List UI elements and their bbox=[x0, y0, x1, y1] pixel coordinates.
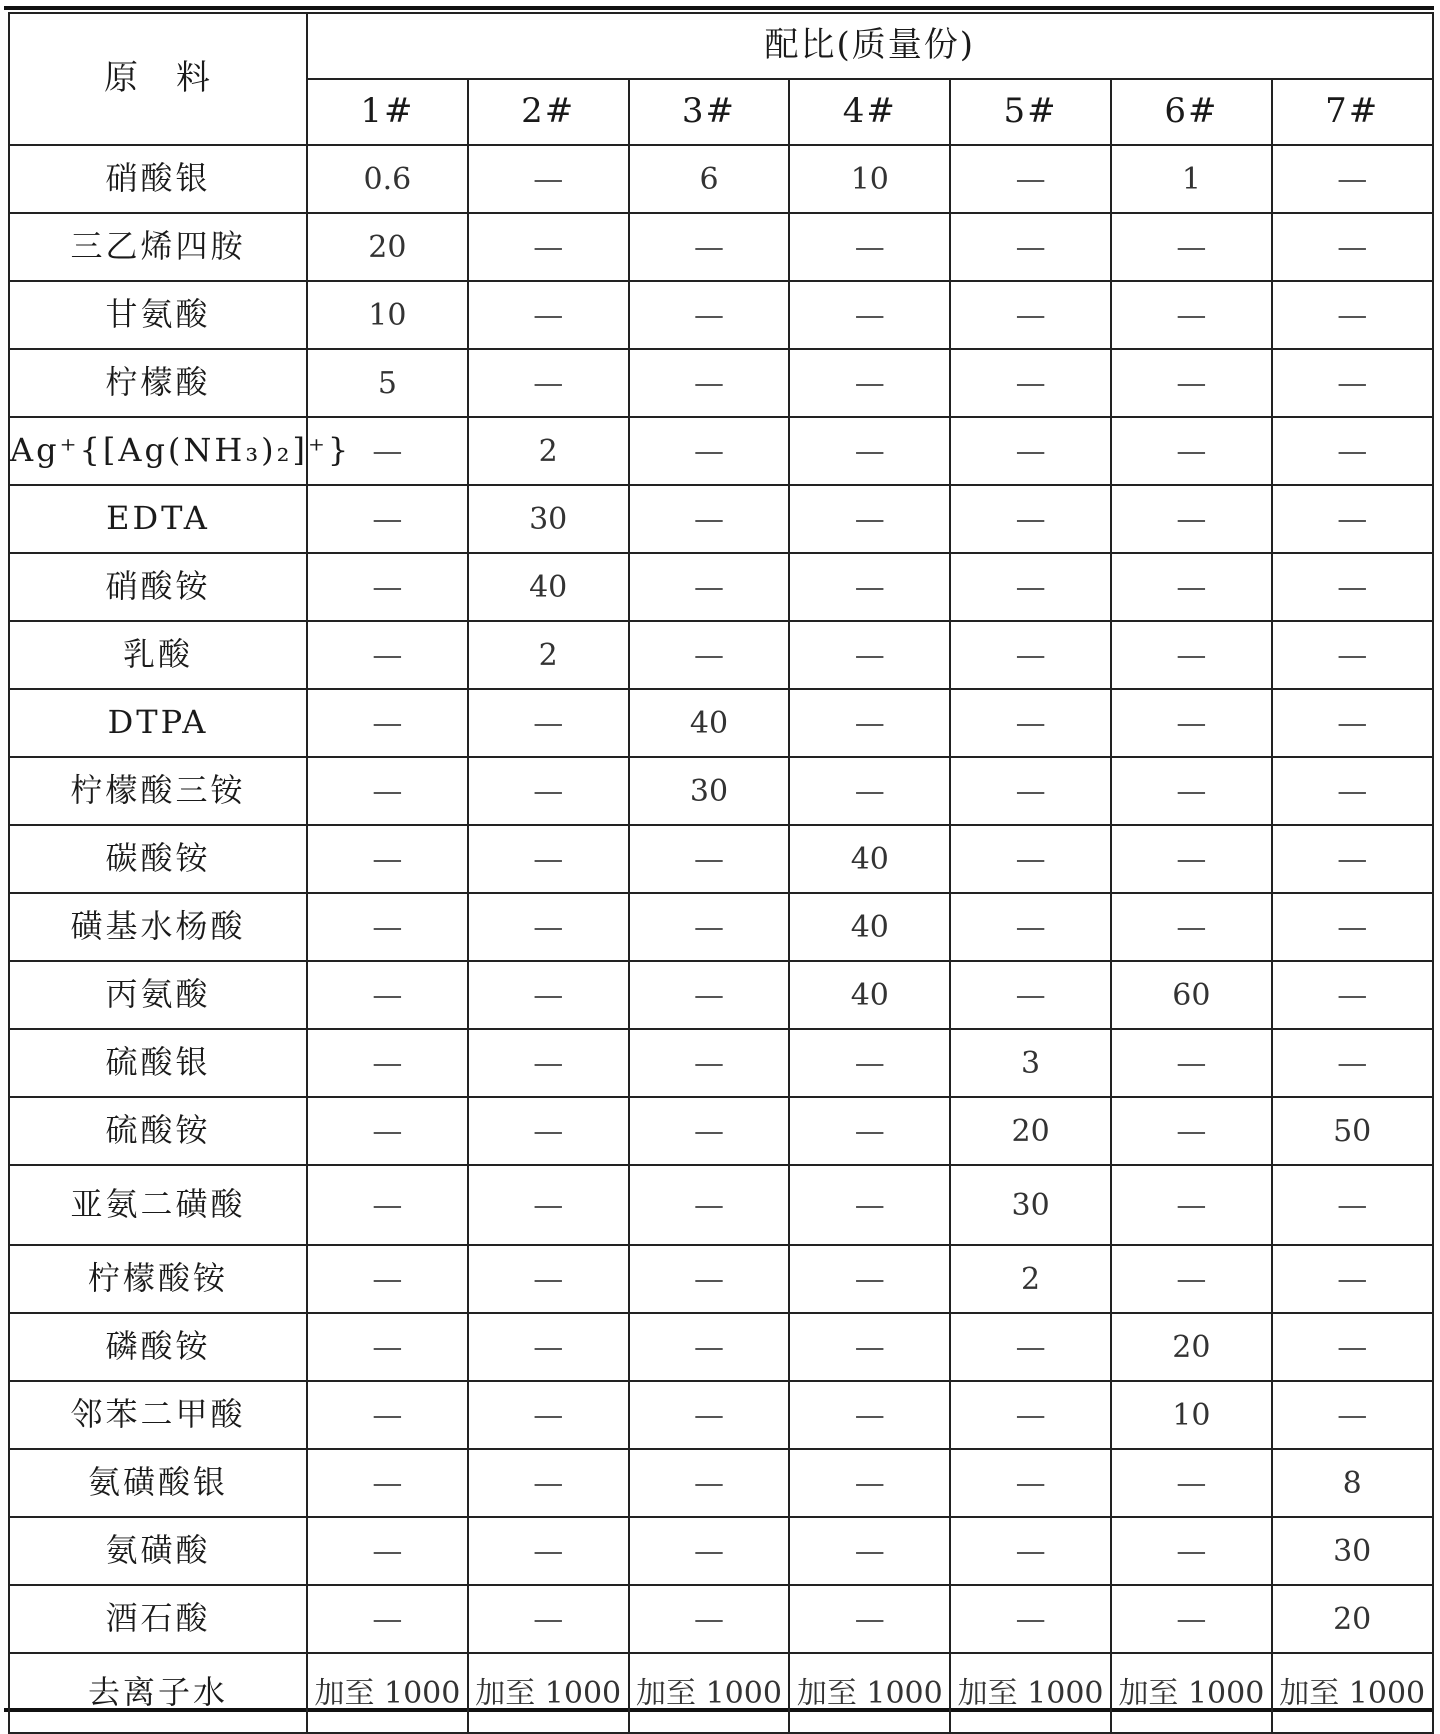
ratio-cell: 加至 1000 bbox=[629, 1653, 790, 1733]
ratio-cell: 5 bbox=[307, 349, 468, 417]
ratio-cell: 加至 1000 bbox=[789, 1653, 950, 1733]
ratio-cell: — bbox=[468, 757, 629, 825]
table-row bbox=[9, 961, 1433, 1029]
ratio-cell: — bbox=[950, 1449, 1111, 1517]
header-material: 原 料 bbox=[9, 13, 307, 145]
ratio-cell: — bbox=[1111, 689, 1272, 757]
ratio-cell: 6 bbox=[629, 145, 790, 213]
ratio-cell: — bbox=[1272, 213, 1433, 281]
ratio-cell: — bbox=[629, 825, 790, 893]
ratio-cell: — bbox=[1272, 1313, 1433, 1381]
ratio-cell: 30 bbox=[468, 485, 629, 553]
ratio-cell: — bbox=[1272, 757, 1433, 825]
ratio-cell: — bbox=[468, 1449, 629, 1517]
ratio-cell: 10 bbox=[1111, 1381, 1272, 1449]
ratio-cell: — bbox=[950, 757, 1111, 825]
ratio-cell: — bbox=[1111, 1245, 1272, 1313]
ratio-cell: — bbox=[1272, 961, 1433, 1029]
material-name: 硫酸银 bbox=[9, 1029, 307, 1097]
ratio-cell: — bbox=[1111, 1165, 1272, 1245]
table-row bbox=[9, 1381, 1433, 1449]
ratio-cell: 3 bbox=[950, 1029, 1111, 1097]
ratio-cell: — bbox=[950, 1313, 1111, 1381]
column-header-7: 7# bbox=[1272, 79, 1433, 145]
ratio-cell: 0.6 bbox=[307, 145, 468, 213]
material-name: 丙氨酸 bbox=[9, 961, 307, 1029]
ratio-cell: — bbox=[789, 757, 950, 825]
material-name: 氨磺酸 bbox=[9, 1517, 307, 1585]
table-row bbox=[9, 1449, 1433, 1517]
table-row bbox=[9, 145, 1433, 213]
ratio-cell: 10 bbox=[307, 281, 468, 349]
ratio-cell: — bbox=[789, 1313, 950, 1381]
ratio-cell: 30 bbox=[950, 1165, 1111, 1245]
ratio-cell: — bbox=[629, 1245, 790, 1313]
ratio-cell: — bbox=[629, 281, 790, 349]
ratio-cell: — bbox=[629, 1029, 790, 1097]
ratio-cell: — bbox=[950, 893, 1111, 961]
table-row bbox=[9, 281, 1433, 349]
ratio-cell: — bbox=[468, 961, 629, 1029]
ratio-cell: — bbox=[468, 213, 629, 281]
ratio-cell: 20 bbox=[950, 1097, 1111, 1165]
ratio-cell: — bbox=[1111, 417, 1272, 485]
material-name: 柠檬酸 bbox=[9, 349, 307, 417]
ratio-cell: — bbox=[307, 621, 468, 689]
ratio-cell: — bbox=[1272, 349, 1433, 417]
material-name: 柠檬酸三铵 bbox=[9, 757, 307, 825]
ratio-cell: — bbox=[468, 893, 629, 961]
material-name: 酒石酸 bbox=[9, 1585, 307, 1653]
ratio-cell: — bbox=[789, 281, 950, 349]
ratio-cell: — bbox=[1272, 1245, 1433, 1313]
ratio-cell: — bbox=[307, 961, 468, 1029]
table-row bbox=[9, 417, 1433, 485]
ratio-cell: 加至 1000 bbox=[307, 1653, 468, 1733]
table-row bbox=[9, 825, 1433, 893]
ratio-cell: — bbox=[629, 961, 790, 1029]
ratio-cell: 加至 1000 bbox=[1272, 1653, 1433, 1733]
ratio-cell: — bbox=[789, 1029, 950, 1097]
ratio-cell: — bbox=[468, 825, 629, 893]
ratio-cell: — bbox=[789, 1517, 950, 1585]
ratio-cell: — bbox=[307, 1029, 468, 1097]
table-row bbox=[9, 485, 1433, 553]
ratio-cell: — bbox=[1272, 485, 1433, 553]
ratio-cell: 40 bbox=[789, 825, 950, 893]
ratio-cell: — bbox=[950, 145, 1111, 213]
ratio-cell: — bbox=[950, 1517, 1111, 1585]
ratio-cell: 1 bbox=[1111, 145, 1272, 213]
ratio-cell: 10 bbox=[789, 145, 950, 213]
ratio-cell: — bbox=[307, 1097, 468, 1165]
ratio-cell: — bbox=[1272, 1029, 1433, 1097]
ratio-cell: — bbox=[1111, 893, 1272, 961]
ratio-cell: — bbox=[307, 825, 468, 893]
ratio-cell: — bbox=[307, 689, 468, 757]
ratio-cell: — bbox=[1111, 281, 1272, 349]
ratio-cell: — bbox=[1111, 1029, 1272, 1097]
ratio-cell: — bbox=[629, 893, 790, 961]
ratio-cell: — bbox=[1111, 1517, 1272, 1585]
ratio-cell: — bbox=[789, 349, 950, 417]
ratio-cell: — bbox=[307, 893, 468, 961]
table-row bbox=[9, 213, 1433, 281]
material-name: 亚氨二磺酸 bbox=[9, 1165, 307, 1245]
ratio-cell: — bbox=[629, 1381, 790, 1449]
ratio-cell: — bbox=[629, 1449, 790, 1517]
ratio-cell: — bbox=[307, 417, 468, 485]
ratio-cell: 30 bbox=[1272, 1517, 1433, 1585]
ratio-cell: — bbox=[950, 485, 1111, 553]
ratio-cell: — bbox=[950, 1585, 1111, 1653]
ratio-cell: 20 bbox=[1111, 1313, 1272, 1381]
ratio-cell: — bbox=[789, 621, 950, 689]
ratio-cell: 30 bbox=[629, 757, 790, 825]
ratio-cell: 60 bbox=[1111, 961, 1272, 1029]
ratio-cell: — bbox=[307, 1449, 468, 1517]
ratio-cell: — bbox=[468, 1585, 629, 1653]
ratio-cell: — bbox=[468, 281, 629, 349]
ratio-cell: — bbox=[1272, 825, 1433, 893]
ratio-cell: — bbox=[1272, 417, 1433, 485]
ratio-cell: 40 bbox=[789, 961, 950, 1029]
material-name: 氨磺酸银 bbox=[9, 1449, 307, 1517]
ratio-cell: — bbox=[629, 1097, 790, 1165]
ratio-cell: — bbox=[789, 689, 950, 757]
header-ratio: 配比(质量份) bbox=[307, 13, 1433, 79]
ratio-cell: — bbox=[307, 553, 468, 621]
material-name: 甘氨酸 bbox=[9, 281, 307, 349]
ratio-cell: — bbox=[950, 621, 1111, 689]
table-row bbox=[9, 349, 1433, 417]
ratio-cell: — bbox=[468, 1097, 629, 1165]
ratio-cell: — bbox=[468, 1381, 629, 1449]
table-row bbox=[9, 553, 1433, 621]
ratio-cell: — bbox=[468, 1165, 629, 1245]
ratio-cell: — bbox=[950, 1381, 1111, 1449]
table-row bbox=[9, 1097, 1433, 1165]
ratio-cell: 加至 1000 bbox=[950, 1653, 1111, 1733]
material-name: 碳酸铵 bbox=[9, 825, 307, 893]
formula-table bbox=[8, 12, 1434, 1734]
ratio-cell: — bbox=[1272, 553, 1433, 621]
ratio-cell: — bbox=[307, 1517, 468, 1585]
ratio-cell: — bbox=[468, 1245, 629, 1313]
ratio-cell: 20 bbox=[307, 213, 468, 281]
ratio-cell: — bbox=[1111, 485, 1272, 553]
ratio-cell: — bbox=[468, 1313, 629, 1381]
ratio-cell: — bbox=[629, 1313, 790, 1381]
table-row bbox=[9, 1245, 1433, 1313]
ratio-cell: 40 bbox=[468, 553, 629, 621]
ratio-cell: — bbox=[468, 1029, 629, 1097]
material-name: 三乙烯四胺 bbox=[9, 213, 307, 281]
column-header-2: 2# bbox=[468, 79, 629, 145]
table-row bbox=[9, 1165, 1433, 1245]
material-name: 柠檬酸铵 bbox=[9, 1245, 307, 1313]
ratio-cell: — bbox=[307, 1245, 468, 1313]
ratio-cell: — bbox=[950, 281, 1111, 349]
ratio-cell: 2 bbox=[468, 417, 629, 485]
ratio-cell: — bbox=[1272, 1165, 1433, 1245]
material-name: 硝酸铵 bbox=[9, 553, 307, 621]
ratio-cell: — bbox=[1272, 893, 1433, 961]
ratio-cell: — bbox=[789, 553, 950, 621]
ratio-cell: 加至 1000 bbox=[1111, 1653, 1272, 1733]
ratio-cell: 8 bbox=[1272, 1449, 1433, 1517]
ratio-cell: — bbox=[629, 1517, 790, 1585]
table-row bbox=[9, 621, 1433, 689]
ratio-cell: — bbox=[1111, 553, 1272, 621]
ratio-cell: — bbox=[307, 757, 468, 825]
ratio-cell: — bbox=[950, 417, 1111, 485]
column-header-3: 3# bbox=[629, 79, 790, 145]
ratio-cell: — bbox=[789, 1449, 950, 1517]
ratio-cell: — bbox=[629, 213, 790, 281]
table-row bbox=[9, 1029, 1433, 1097]
ratio-cell: 40 bbox=[789, 893, 950, 961]
ratio-cell: — bbox=[1272, 145, 1433, 213]
ratio-cell: — bbox=[950, 961, 1111, 1029]
table-row bbox=[9, 689, 1433, 757]
ratio-cell: — bbox=[307, 1585, 468, 1653]
ratio-cell: — bbox=[1272, 1381, 1433, 1449]
table-row bbox=[9, 757, 1433, 825]
ratio-cell: — bbox=[1111, 213, 1272, 281]
column-header-5: 5# bbox=[950, 79, 1111, 145]
material-name: EDTA bbox=[9, 485, 307, 553]
ratio-cell: 20 bbox=[1272, 1585, 1433, 1653]
ratio-cell: — bbox=[629, 621, 790, 689]
ratio-cell: — bbox=[307, 485, 468, 553]
ratio-cell: — bbox=[629, 485, 790, 553]
table-row bbox=[9, 893, 1433, 961]
ratio-cell: — bbox=[950, 213, 1111, 281]
ratio-cell: 2 bbox=[468, 621, 629, 689]
ratio-cell: — bbox=[789, 1245, 950, 1313]
ratio-cell: — bbox=[950, 825, 1111, 893]
material-name: 邻苯二甲酸 bbox=[9, 1381, 307, 1449]
material-name: 磺基水杨酸 bbox=[9, 893, 307, 961]
ratio-cell: — bbox=[629, 1585, 790, 1653]
ratio-cell: 加至 1000 bbox=[468, 1653, 629, 1733]
ratio-cell: — bbox=[1111, 1585, 1272, 1653]
ratio-cell: 2 bbox=[950, 1245, 1111, 1313]
column-header-4: 4# bbox=[789, 79, 950, 145]
ratio-cell: — bbox=[950, 349, 1111, 417]
ratio-cell: — bbox=[789, 1165, 950, 1245]
table-row bbox=[9, 1517, 1433, 1585]
ratio-cell: — bbox=[468, 1517, 629, 1585]
ratio-cell: — bbox=[789, 1097, 950, 1165]
ratio-cell: — bbox=[1272, 689, 1433, 757]
ratio-cell: — bbox=[468, 689, 629, 757]
ratio-cell: — bbox=[789, 485, 950, 553]
material-name: 硝酸银 bbox=[9, 145, 307, 213]
ratio-cell: — bbox=[1111, 349, 1272, 417]
ratio-cell: — bbox=[468, 145, 629, 213]
ratio-cell: 50 bbox=[1272, 1097, 1433, 1165]
ratio-cell: — bbox=[307, 1165, 468, 1245]
ratio-cell: — bbox=[629, 349, 790, 417]
ratio-cell: — bbox=[1111, 1449, 1272, 1517]
material-name: 去离子水 bbox=[9, 1653, 307, 1733]
ratio-cell: — bbox=[1111, 757, 1272, 825]
ratio-cell: — bbox=[307, 1313, 468, 1381]
table-row bbox=[9, 1653, 1433, 1733]
ratio-cell: — bbox=[789, 213, 950, 281]
material-name: DTPA bbox=[9, 689, 307, 757]
column-header-1: 1# bbox=[307, 79, 468, 145]
ratio-cell: — bbox=[789, 417, 950, 485]
ratio-cell: — bbox=[629, 417, 790, 485]
material-name: 硫酸铵 bbox=[9, 1097, 307, 1165]
ratio-cell: — bbox=[307, 1381, 468, 1449]
ratio-cell: — bbox=[789, 1585, 950, 1653]
column-header-6: 6# bbox=[1111, 79, 1272, 145]
material-name: 磷酸铵 bbox=[9, 1313, 307, 1381]
ratio-cell: — bbox=[950, 689, 1111, 757]
ratio-cell: 40 bbox=[629, 689, 790, 757]
material-name: 乳酸 bbox=[9, 621, 307, 689]
material-name: Ag⁺{[Ag(NH₃)₂]⁺} bbox=[9, 417, 307, 485]
ratio-cell: — bbox=[1111, 621, 1272, 689]
ratio-cell: — bbox=[1111, 1097, 1272, 1165]
ratio-cell: — bbox=[468, 349, 629, 417]
ratio-cell: — bbox=[629, 553, 790, 621]
ratio-cell: — bbox=[950, 553, 1111, 621]
ratio-cell: — bbox=[789, 1381, 950, 1449]
ratio-cell: — bbox=[1272, 281, 1433, 349]
table-row bbox=[9, 1585, 1433, 1653]
table-body bbox=[9, 145, 1433, 1733]
table-row bbox=[9, 1313, 1433, 1381]
ratio-cell: — bbox=[629, 1165, 790, 1245]
ratio-cell: — bbox=[1272, 621, 1433, 689]
ratio-cell: — bbox=[1111, 825, 1272, 893]
